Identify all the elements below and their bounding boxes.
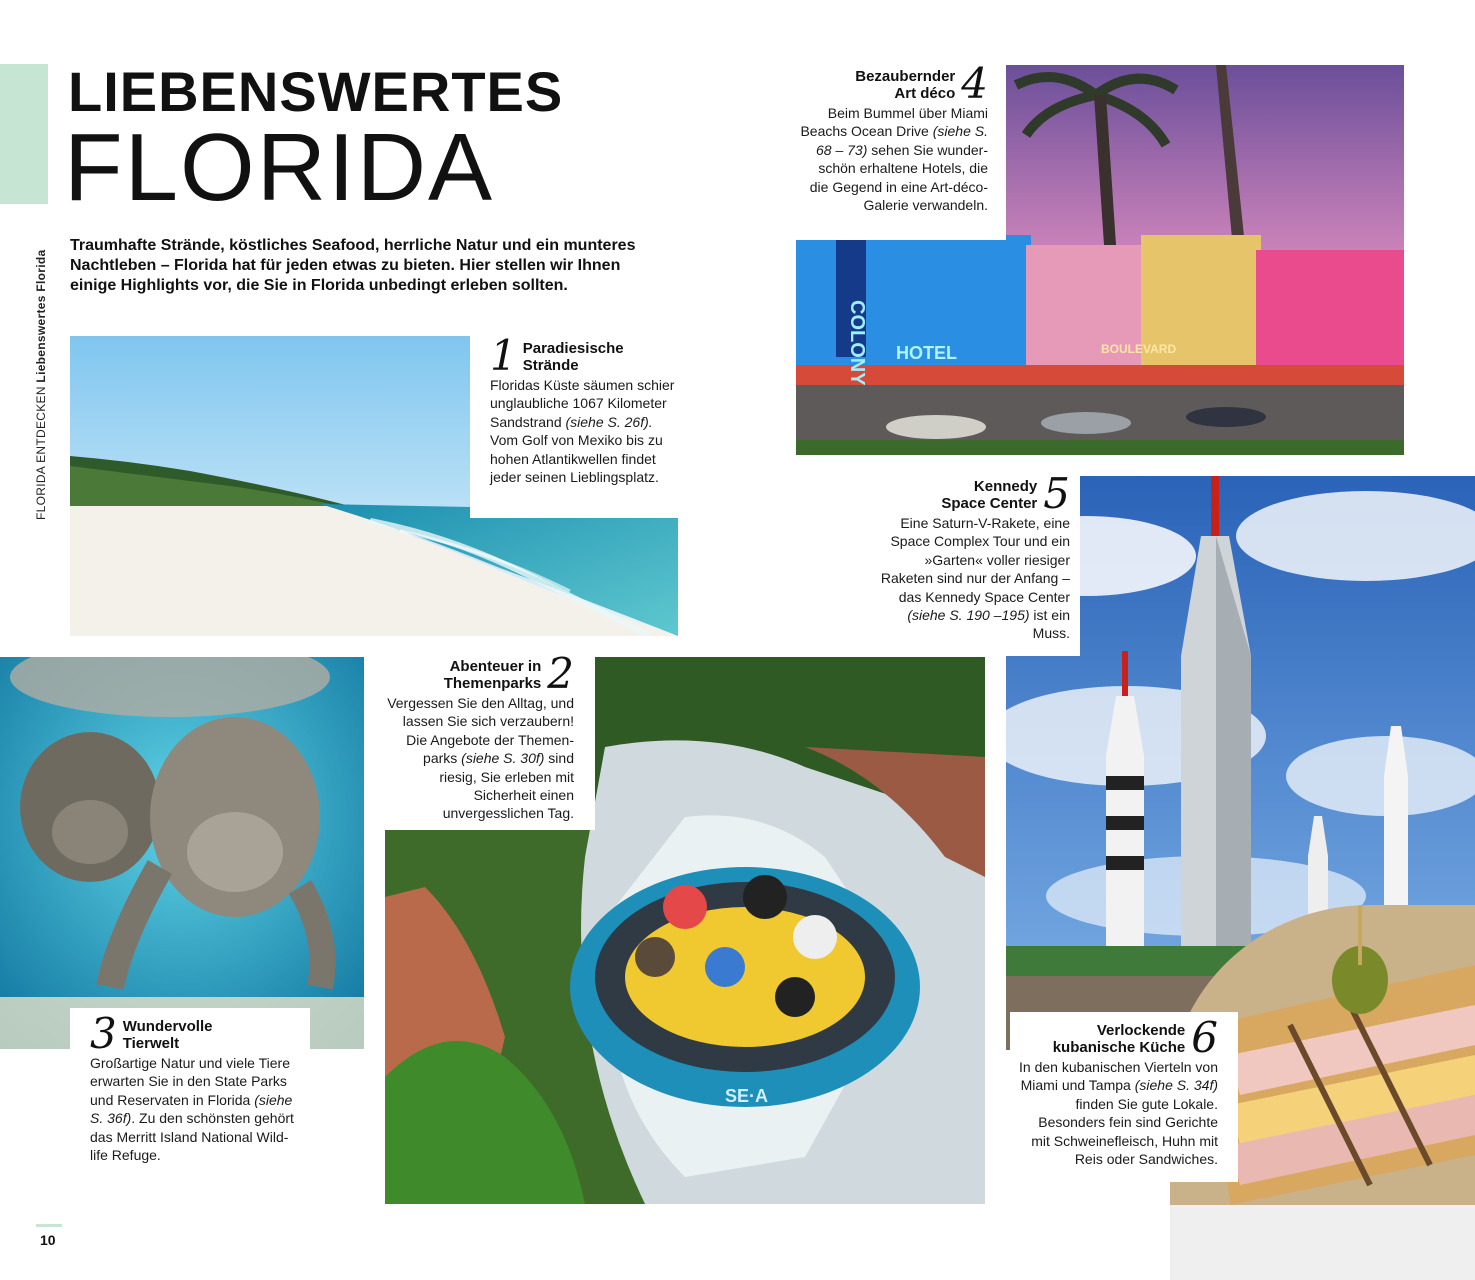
running-head-chapter: Liebenswertes Florida — [34, 249, 48, 383]
highlight-1-number: 1 — [490, 331, 517, 380]
highlight-3-number: 3 — [90, 1009, 117, 1058]
colony-sign: COLONY — [846, 300, 868, 386]
highlight-5-title-2: Space Center — [941, 495, 1038, 512]
highlight-5-heading — [870, 469, 1070, 518]
boat-brand: SE·A — [725, 1086, 769, 1106]
highlight-1-title-1: Paradiesische — [522, 340, 624, 357]
highlight-2-heading — [384, 649, 574, 698]
running-head — [34, 220, 50, 520]
highlight-1-ref: (siehe S. 26f). — [565, 413, 653, 430]
highlight-6-number: 6 — [1191, 1013, 1218, 1062]
highlight-6-title-2: kubanische Küche — [1052, 1039, 1186, 1056]
hotel-sign: HOTEL — [896, 343, 957, 363]
highlight-4-title-2: Art déco — [894, 85, 956, 102]
highlight-1-caption — [490, 331, 676, 486]
highlight-6-heading — [1018, 1013, 1218, 1062]
boulevard-sign: BOULEVARD — [1101, 342, 1177, 356]
highlight-3-text: Großartige Natur und viele Tiere erwarten Sie in den State Parks und Reservaten in Florida (siehe S. 36f). Zu den schönsten gehört das Merritt Island National Wildlife Refuge. — [90, 1055, 294, 1164]
highlight-2-text: Vergessen Sie den Alltag, und lassen Sie sich verzaubern! Die Angebote der Themenparks (siehe S. 30f) sind riesig, Sie erleben mit Sicherheit einen unvergesslichen Tag. — [387, 695, 574, 822]
highlight-2-title-2: Themenparks — [443, 675, 542, 692]
highlight-6-text: In den kubanischen Vierteln von Miami und Tampa (siehe S. 34f) finden Sie gute Lokale. Besonders fein sind Gerichte mit Schweinefleisch, Huhn mit Reis oder Sandwiches. — [1019, 1059, 1218, 1168]
highlight-3-title-2: Tierwelt — [122, 1035, 180, 1052]
page-number-bar — [36, 1224, 62, 1227]
highlight-5-ref: (siehe S. 190 –195) — [907, 607, 1030, 624]
highlight-2-ref: (siehe S. 30f) — [461, 750, 545, 767]
highlight-4-title-1: Bezaubernder — [855, 68, 956, 85]
highlight-4-ref: (siehe S. 68 – 73) — [815, 123, 988, 158]
highlight-4-heading — [800, 59, 988, 108]
highlight-1-text: Floridas Küste säumen schier unglaubliche 1067 Kilometer Sandstrand (siehe S. 26f). Vom Golf von Mexiko bis zu hohen Atlantikwellen findet jeder seinen Lieblingsplatz. — [490, 377, 675, 486]
highlight-6-caption — [1018, 1013, 1218, 1168]
highlight-4-text: Beim Bummel über Miami Beachs Ocean Drive (siehe S. 68 – 73) sehen Sie wunderschön erhaltene Hotels, die die Gegend in eine Art-déco-Galerie verwandeln. — [800, 105, 988, 214]
highlight-2-caption — [384, 649, 574, 823]
highlight-4-caption — [800, 59, 988, 214]
section-tab — [0, 64, 48, 204]
page-title-line2: FLORIDA — [64, 114, 495, 221]
highlight-5-title-1: Kennedy — [973, 478, 1038, 495]
highlight-5-caption — [870, 469, 1070, 643]
highlight-6-title-1: Verlockende — [1096, 1022, 1186, 1039]
highlight-5-text: Eine Saturn-V-Rakete, eine Space Complex Tour und ein »Garten« voller riesiger Raketen sind nur der Anfang – das Kennedy Space Center (siehe S. 190 –195) ist ein Muss. — [880, 515, 1070, 642]
highlight-2-number: 2 — [547, 649, 574, 698]
running-head-section: FLORIDA ENTDECKEN — [34, 386, 48, 520]
highlight-1-heading — [490, 331, 676, 380]
highlight-1-title-2: Strände — [522, 357, 579, 374]
highlight-3-ref: (siehe S. 36f) — [90, 1091, 293, 1127]
highlight-4-number: 4 — [961, 59, 988, 108]
manatee-photo — [0, 657, 364, 1049]
intro-text: Traumhafte Strände, köstliches Seafood, herrliche Natur und ein munteres Nachtleben – Florida hat für jeden etwas zu bieten. Hier stellen wir Ihnen einige Highlights vor, die Sie in Florida unbedingt erleben sollten. — [70, 237, 636, 294]
highlight-3-title-1: Wundervolle — [122, 1018, 213, 1035]
highlight-3-heading — [90, 1009, 300, 1058]
highlight-3-caption — [90, 1009, 300, 1164]
page-number: 10 — [40, 1232, 56, 1248]
highlight-6-ref: (siehe S. 34f) — [1134, 1077, 1218, 1094]
highlight-5-number: 5 — [1043, 469, 1070, 518]
highlight-2-title-1: Abenteuer in — [449, 658, 542, 675]
page-title-line1: LIEBENSWERTES — [68, 60, 564, 123]
